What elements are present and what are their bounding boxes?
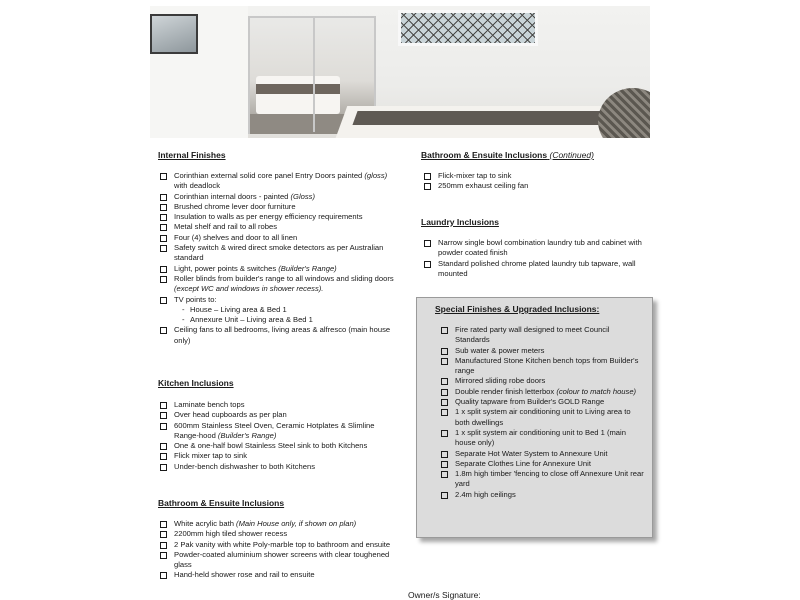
item-text: Sub water & power meters — [455, 345, 545, 355]
list-item — [424, 181, 654, 191]
list-item — [160, 212, 396, 222]
item-text: Separate Clothes Line for Annexure Unit — [455, 458, 591, 468]
owner-signature-label: Owner/s Signature: — [408, 590, 481, 600]
item-text: 1 x split system air conditioning unit to Bed 1 (main house only) — [455, 427, 626, 448]
laundry-inclusions-title: Laundry Inclusions — [421, 217, 499, 227]
kitchen-inclusions-list — [160, 400, 396, 472]
item-text: White acrylic bath — [174, 519, 237, 528]
item-text: with deadlock — [174, 181, 221, 191]
list-item — [441, 428, 646, 449]
checkbox-icon — [441, 358, 448, 365]
checkbox-icon — [160, 266, 167, 273]
checkbox-icon — [424, 240, 431, 247]
list-item — [160, 441, 396, 451]
item-text: House – Living area & Bed 1 — [190, 304, 287, 314]
item-text: TV points to: — [174, 294, 217, 304]
item-text: 1.8m high timber 'fencing to close off Annexure Unit rear yard — [455, 469, 644, 489]
checkbox-icon — [160, 412, 167, 419]
checkbox-icon — [441, 492, 448, 499]
item-italic-text: (Gloss) — [290, 191, 315, 201]
sub-list-item — [160, 315, 396, 325]
checkbox-icon — [160, 423, 167, 430]
item-italic-text: (gloss) — [364, 171, 388, 180]
checkbox-icon — [160, 235, 167, 242]
checkbox-icon — [160, 521, 167, 528]
list-item — [424, 238, 650, 259]
item-text: Separate Hot Water System to Annexure Unit — [455, 448, 608, 458]
item-text: Safety switch & wired direct smoke detectors as per Australian standard — [174, 243, 384, 263]
checkbox-icon — [160, 214, 167, 221]
bathroom-continued-list — [424, 171, 654, 192]
item-text: Four (4) shelves and door to all linen — [174, 232, 298, 242]
checkbox-icon — [160, 173, 167, 180]
checkbox-icon — [441, 389, 448, 396]
sub-list-item — [160, 305, 396, 315]
item-text: Fire rated party wall designed to meet Council Standards — [455, 325, 610, 345]
item-text: 1 x split system air conditioning unit to Living area to both dwellings — [455, 407, 631, 427]
list-item — [424, 171, 654, 181]
item-text: Mirrored sliding robe doors — [455, 376, 546, 386]
mirror-divider — [313, 18, 315, 132]
item-text: Manufactured Stone Kitchen bench tops from Builder's range — [455, 355, 639, 376]
list-item — [160, 264, 396, 274]
checkbox-icon — [424, 173, 431, 180]
item-text: Light, power points & switches — [174, 263, 279, 273]
item-text: Powder-coated aluminium shower screens with clear toughened glass — [174, 549, 390, 570]
list-item — [160, 451, 396, 461]
checkbox-icon — [424, 261, 431, 268]
list-item — [441, 397, 646, 407]
checkbox-icon — [441, 471, 448, 478]
special-finishes-box — [416, 297, 653, 538]
checkbox-icon — [160, 542, 167, 549]
list-item — [160, 421, 396, 442]
internal-finishes-title: Internal Finishes — [158, 150, 226, 160]
mirror-throw-reflection — [256, 84, 340, 94]
checkbox-icon — [441, 348, 448, 355]
list-item — [160, 550, 396, 571]
list-item — [160, 325, 396, 346]
bed-throw — [352, 111, 617, 125]
item-text: 2.4m high ceilings — [455, 489, 516, 499]
item-italic-text: (Builder's Range) — [278, 263, 337, 273]
security-screen-window — [398, 10, 538, 46]
item-text: 2 Pak vanity with white Poly-marble top to bathroom and ensuite — [174, 539, 391, 549]
checkbox-icon — [424, 183, 431, 190]
item-text: Over head cupboards as per plan — [174, 410, 287, 420]
mirror-bed-reflection — [256, 76, 340, 114]
checkbox-icon — [160, 327, 167, 334]
item-text: Corinthian internal doors - painted — [174, 191, 291, 201]
item-text: 250mm exhaust ceiling fan — [438, 181, 529, 191]
checkbox-icon — [441, 461, 448, 468]
list-item — [441, 325, 646, 346]
wall-art — [150, 14, 198, 54]
bathroom-inclusions-title: Bathroom & Ensuite Inclusions — [158, 498, 285, 508]
checkbox-icon — [160, 453, 167, 460]
list-item — [160, 519, 396, 529]
continued-label: (Continued) — [549, 150, 594, 160]
checkbox-icon — [441, 399, 448, 406]
checkbox-icon — [160, 194, 167, 201]
list-item — [160, 295, 396, 305]
list-item — [160, 540, 396, 550]
checkbox-icon — [441, 430, 448, 437]
item-text: Flick mixer tap to sink — [174, 451, 248, 461]
checkbox-icon — [441, 409, 448, 416]
item-text: Narrow single bowl combination laundry tub and cabinet with powder coated finish — [438, 238, 642, 258]
item-text: Flick-mixer tap to sink — [438, 171, 512, 180]
list-item — [160, 192, 396, 202]
list-item — [160, 202, 396, 212]
item-text: Annexure Unit – Living area & Bed 1 — [190, 315, 313, 325]
kitchen-inclusions-title: Kitchen Inclusions — [158, 378, 234, 388]
checkbox-icon — [160, 276, 167, 283]
list-item — [441, 459, 646, 469]
checkbox-icon — [160, 552, 167, 559]
list-item — [441, 387, 646, 397]
list-item — [441, 449, 646, 459]
list-item — [441, 490, 646, 500]
list-item — [160, 171, 396, 192]
list-item — [160, 222, 396, 232]
item-text: Double render finish letterbox — [455, 386, 557, 396]
list-item — [160, 243, 396, 264]
item-italic-text: (Builder's Range) — [217, 430, 277, 440]
list-item — [441, 469, 646, 490]
list-item — [160, 274, 396, 295]
checkbox-icon — [160, 572, 167, 579]
item-text: Metal shelf and rail to all robes — [174, 222, 277, 232]
special-finishes-title: Special Finishes & Upgraded Inclusions: — [435, 304, 600, 314]
checkbox-icon — [160, 204, 167, 211]
item-italic-text: (colour to match house) — [556, 386, 637, 396]
item-text: 600mm Stainless Steel Oven, Ceramic Hotplates & Slimline Range-hood — [174, 420, 375, 440]
checkbox-icon — [160, 531, 167, 538]
item-text: Ceiling fans to all bedrooms, living areas & alfresco (main house only) — [174, 325, 391, 345]
checkbox-icon — [441, 327, 448, 334]
item-text: Insulation to walls as per energy efficiency requirements — [174, 212, 363, 222]
checkbox-icon — [441, 451, 448, 458]
item-text: 2200mm high tiled shower recess — [174, 529, 288, 539]
list-item — [424, 259, 650, 280]
item-text: Laminate bench tops — [174, 400, 245, 409]
checkbox-icon — [160, 402, 167, 409]
bathroom-continued-title-text: Bathroom & Ensuite Inclusions — [421, 150, 548, 160]
list-item — [441, 356, 646, 377]
list-item — [441, 376, 646, 386]
item-italic-text: (except WC and windows in shower recess). — [174, 284, 324, 294]
item-text: Hand-held shower rose and rail to ensuite — [174, 570, 315, 580]
bathroom-continued-title — [421, 150, 594, 160]
internal-finishes-list — [160, 171, 396, 346]
laundry-inclusions-list — [424, 238, 650, 279]
special-finishes-list — [441, 325, 646, 500]
checkbox-icon — [160, 245, 167, 252]
bathroom-inclusions-list — [160, 519, 396, 581]
checkbox-icon — [441, 378, 448, 385]
item-text: Roller blinds from builder's range to all windows and sliding doors — [174, 273, 394, 283]
checkbox-icon — [160, 297, 167, 304]
checkbox-icon — [160, 464, 167, 471]
bedroom-photo — [150, 6, 650, 138]
item-text: Brushed chrome lever door furniture — [174, 201, 296, 211]
checkbox-icon — [160, 224, 167, 231]
item-text: Quality tapware from Builder's GOLD Range — [455, 397, 605, 407]
list-item — [160, 462, 396, 472]
item-text: Corinthian external solid core panel Entry Doors painted — [174, 171, 365, 180]
list-item — [160, 410, 396, 420]
checkbox-icon — [160, 443, 167, 450]
list-item — [160, 400, 396, 410]
cushion — [598, 88, 650, 138]
list-item — [160, 570, 396, 580]
list-item — [160, 233, 396, 243]
item-text: Standard polished chrome plated laundry tub tapware, wall mounted — [438, 258, 636, 278]
item-text: One & one-half bowl Stainless Steel sink to both Kitchens — [174, 441, 368, 451]
list-item — [441, 407, 646, 428]
item-text: Under-bench dishwasher to both Kitchens — [174, 461, 315, 471]
list-item — [160, 529, 396, 539]
list-item — [441, 346, 646, 356]
item-italic-text: (Main House only, if shown on plan) — [236, 519, 357, 528]
